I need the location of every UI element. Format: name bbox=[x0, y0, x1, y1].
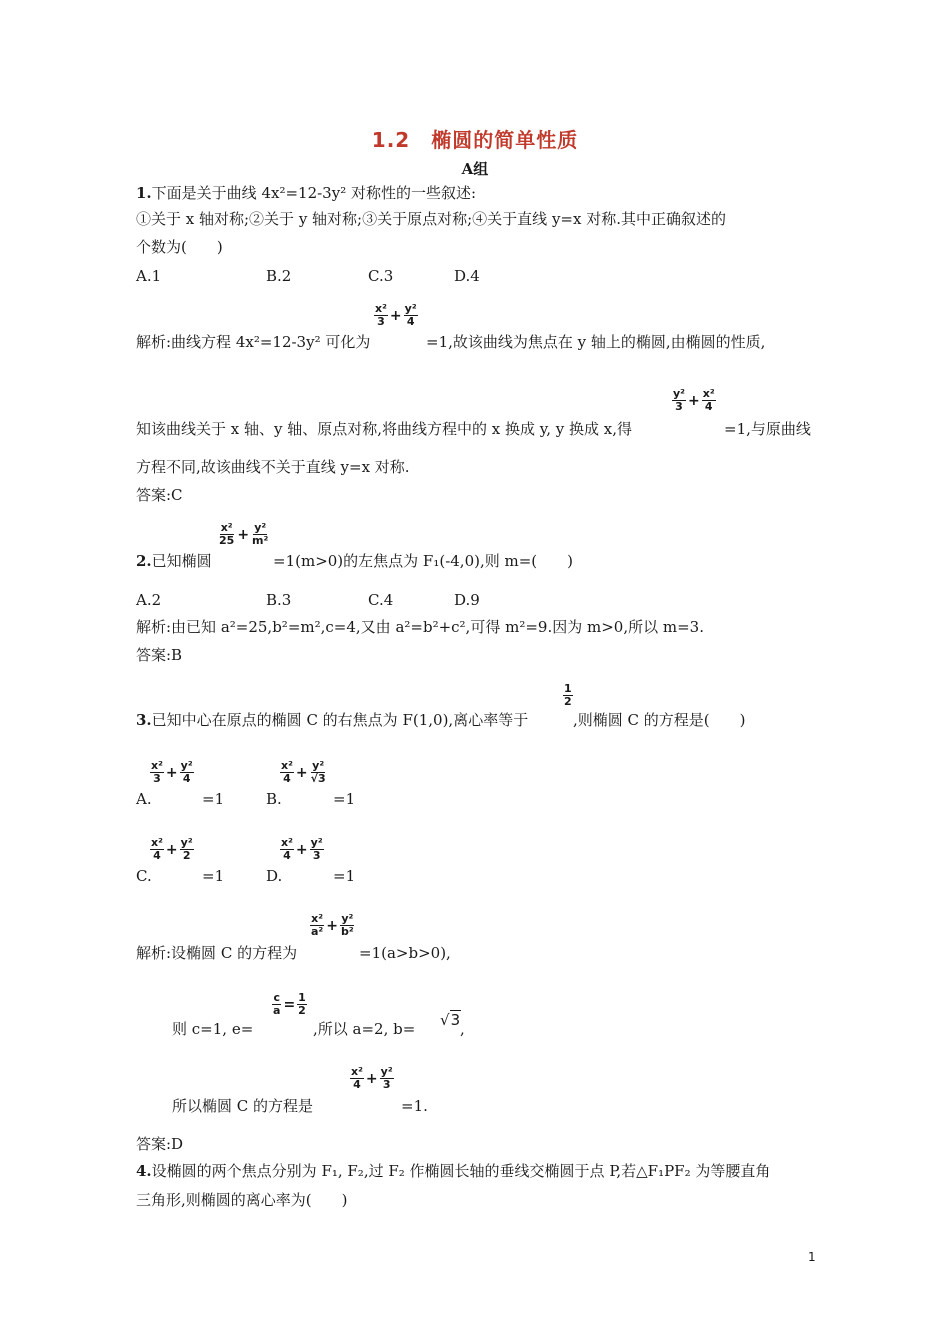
q1-formula-2 bbox=[672, 388, 716, 413]
q1-solution-line3: 方程不同,故该曲线不关于直线 y=x 对称. bbox=[136, 458, 410, 476]
q1-solution-line1a: 解析:曲线方程 4x²=12-3y² 可化为 bbox=[136, 333, 371, 351]
q1-option-a: A.1 bbox=[136, 267, 162, 285]
fraction: $\frac{\text{x²}}{4}$ bbox=[151, 836, 163, 862]
q3-solution-line2a: 则 c=1, e= bbox=[172, 1020, 254, 1038]
q3-solution-line2b: ,所以 a=2, b= bbox=[313, 1020, 416, 1038]
q3-solution-line1a: 解析:设椭圆 C 的方程为 bbox=[136, 944, 298, 962]
q4-stem-text: 设椭圆的两个焦点分别为 F₁, F₂,过 F₂ 作椭圆长轴的垂线交椭圆于点 P,若△F₁PF₂ 为等腰直角 bbox=[151, 1162, 771, 1180]
q1-formula-1 bbox=[374, 303, 418, 328]
q1-option-d: D.4 bbox=[454, 267, 480, 285]
fraction: $\frac{\text{y²}}{3}$ bbox=[380, 1065, 393, 1091]
fraction: $\frac{\text{x²}}{4}$ bbox=[281, 836, 293, 862]
q2-option-d: D.9 bbox=[454, 591, 480, 609]
q1-stem-line2: ①关于 x 轴对称;②关于 y 轴对称;③关于原点对称;④关于直线 y=x 对称.其中正确叙述的 bbox=[136, 210, 726, 228]
q1-stem-text: 下面是关于曲线 4x²=12-3y² 对称性的一些叙述: bbox=[151, 184, 477, 202]
q1-stem-line3: 个数为( ) bbox=[136, 238, 223, 256]
group-label: A组 bbox=[461, 160, 489, 178]
fraction: $\frac{\text{y²}}{4}$ bbox=[180, 759, 193, 785]
q3-solution-line3b: =1. bbox=[401, 1097, 428, 1115]
q3-option-c-label: C. bbox=[136, 867, 152, 885]
q3-option-d-tail: =1 bbox=[333, 867, 356, 885]
q2-stem-end: =1(m>0)的左焦点为 F₁(-4,0),则 m=( ) bbox=[273, 552, 574, 570]
plus-sign: + bbox=[688, 392, 700, 409]
page-number: 1 bbox=[808, 1250, 816, 1264]
q3-stem-start bbox=[136, 710, 528, 730]
q3-option-d-label: D. bbox=[266, 867, 283, 885]
fraction: $\frac{\text{x²}}{4}$ bbox=[702, 387, 715, 413]
q2-stem-start bbox=[136, 551, 212, 571]
q3-option-d-formula bbox=[280, 837, 324, 862]
fraction: $\frac{\text{y²}}{\text{m²}}$ bbox=[252, 521, 269, 547]
fraction: $\frac{1}{2}$ bbox=[298, 991, 306, 1017]
fraction: $\frac{\text{y²}}{\text{b²}}$ bbox=[340, 912, 354, 938]
fraction: $\frac{\text{y²}}{√3}$ bbox=[310, 759, 326, 785]
fraction: $\frac{\text{y²}}{4}$ bbox=[404, 302, 417, 328]
q2-option-a: A.2 bbox=[136, 591, 162, 609]
q3-answer: 答案:D bbox=[136, 1135, 184, 1153]
q2-formula bbox=[218, 522, 269, 547]
q2-answer: 答案:B bbox=[136, 646, 183, 664]
q1-stem bbox=[136, 183, 476, 203]
q1-solution-line2a: 知该曲线关于 x 轴、y 轴、原点对称,将曲线方程中的 x 换成 y, y 换成 x,得 bbox=[136, 420, 633, 438]
plus-sign: + bbox=[165, 841, 178, 858]
fraction: $\frac{\text{y²}}{3}$ bbox=[310, 836, 323, 862]
q3-option-b-formula bbox=[280, 760, 327, 785]
q4-stem bbox=[136, 1161, 770, 1181]
fraction: $\frac{\text{y²}}{3}$ bbox=[673, 387, 685, 413]
q3-option-b-tail: =1 bbox=[333, 790, 356, 808]
q3-option-a-tail: =1 bbox=[202, 790, 225, 808]
fraction: $\frac{1}{2}$ bbox=[564, 682, 572, 708]
q3-option-c-formula bbox=[150, 837, 194, 862]
q3-solution-formula-3 bbox=[350, 1066, 394, 1091]
plus-sign: + bbox=[165, 764, 178, 781]
fraction: $\frac{\text{x²}}{4}$ bbox=[351, 1065, 363, 1091]
q3-stem-end: ,则椭圆 C 的方程是( ) bbox=[573, 711, 746, 729]
q3-solution-line3a: 所以椭圆 C 的方程是 bbox=[172, 1097, 314, 1115]
plus-sign: + bbox=[389, 307, 402, 324]
q1-number: 1. bbox=[136, 184, 152, 202]
q3-option-a-label: A. bbox=[136, 790, 152, 808]
fraction: $\frac{\text{y²}}{2}$ bbox=[180, 836, 193, 862]
fraction: $\frac{\text{x²}}{3}$ bbox=[151, 759, 163, 785]
q3-number: 3. bbox=[136, 711, 152, 729]
q2-option-c: C.4 bbox=[368, 591, 394, 609]
q1-solution-line1b: =1,故该曲线为焦点在 y 轴上的椭圆,由椭圆的性质, bbox=[426, 333, 766, 351]
fraction: $\frac{c}{a}$ bbox=[273, 991, 281, 1017]
equals-sign: = bbox=[283, 996, 296, 1013]
q2-stem-text: 已知椭圆 bbox=[151, 552, 212, 570]
fraction: $\frac{\text{x²}}{25}$ bbox=[219, 521, 235, 547]
fraction: $\frac{\text{x²}}{3}$ bbox=[375, 302, 387, 328]
plus-sign: + bbox=[326, 917, 338, 934]
plus-sign: + bbox=[295, 764, 308, 781]
q3-half-fraction bbox=[563, 683, 573, 708]
plus-sign: + bbox=[237, 526, 250, 543]
q3-stem-text: 已知中心在原点的椭圆 C 的右焦点为 F(1,0),离心率等于 bbox=[151, 711, 529, 729]
q4-number: 4. bbox=[136, 1162, 152, 1180]
q2-option-b: B.3 bbox=[266, 591, 292, 609]
q1-solution-line2b: =1,与原曲线 bbox=[724, 420, 811, 438]
q1-answer: 答案:C bbox=[136, 486, 183, 504]
q3-option-c-tail: =1 bbox=[202, 867, 225, 885]
q1-option-b: B.2 bbox=[266, 267, 292, 285]
q3-solution-line2c: , bbox=[460, 1020, 465, 1038]
fraction: $\frac{\text{x²}}{4}$ bbox=[281, 759, 293, 785]
page-title: 1.2 椭圆的简单性质 bbox=[371, 128, 579, 152]
q3-ce-formula bbox=[272, 992, 307, 1017]
q3-option-a-formula bbox=[150, 760, 194, 785]
q2-solution: 解析:由已知 a²=25,b²=m²,c=4,又由 a²=b²+c²,可得 m²=9.因为 m>0,所以 m=3. bbox=[136, 618, 704, 636]
q2-number: 2. bbox=[136, 552, 152, 570]
plus-sign: + bbox=[295, 841, 308, 858]
q3-solution-formula-1 bbox=[310, 913, 355, 938]
q4-stem-line2: 三角形,则椭圆的离心率为( ) bbox=[136, 1191, 348, 1209]
q1-option-c: C.3 bbox=[368, 267, 394, 285]
plus-sign: + bbox=[365, 1070, 378, 1087]
q3-option-b-label: B. bbox=[266, 790, 282, 808]
fraction: $\frac{\text{x²}}{\text{a²}}$ bbox=[311, 912, 324, 938]
q3-solution-line1b: =1(a>b>0), bbox=[359, 944, 451, 962]
q3-sqrt3: √3 bbox=[440, 1011, 461, 1029]
